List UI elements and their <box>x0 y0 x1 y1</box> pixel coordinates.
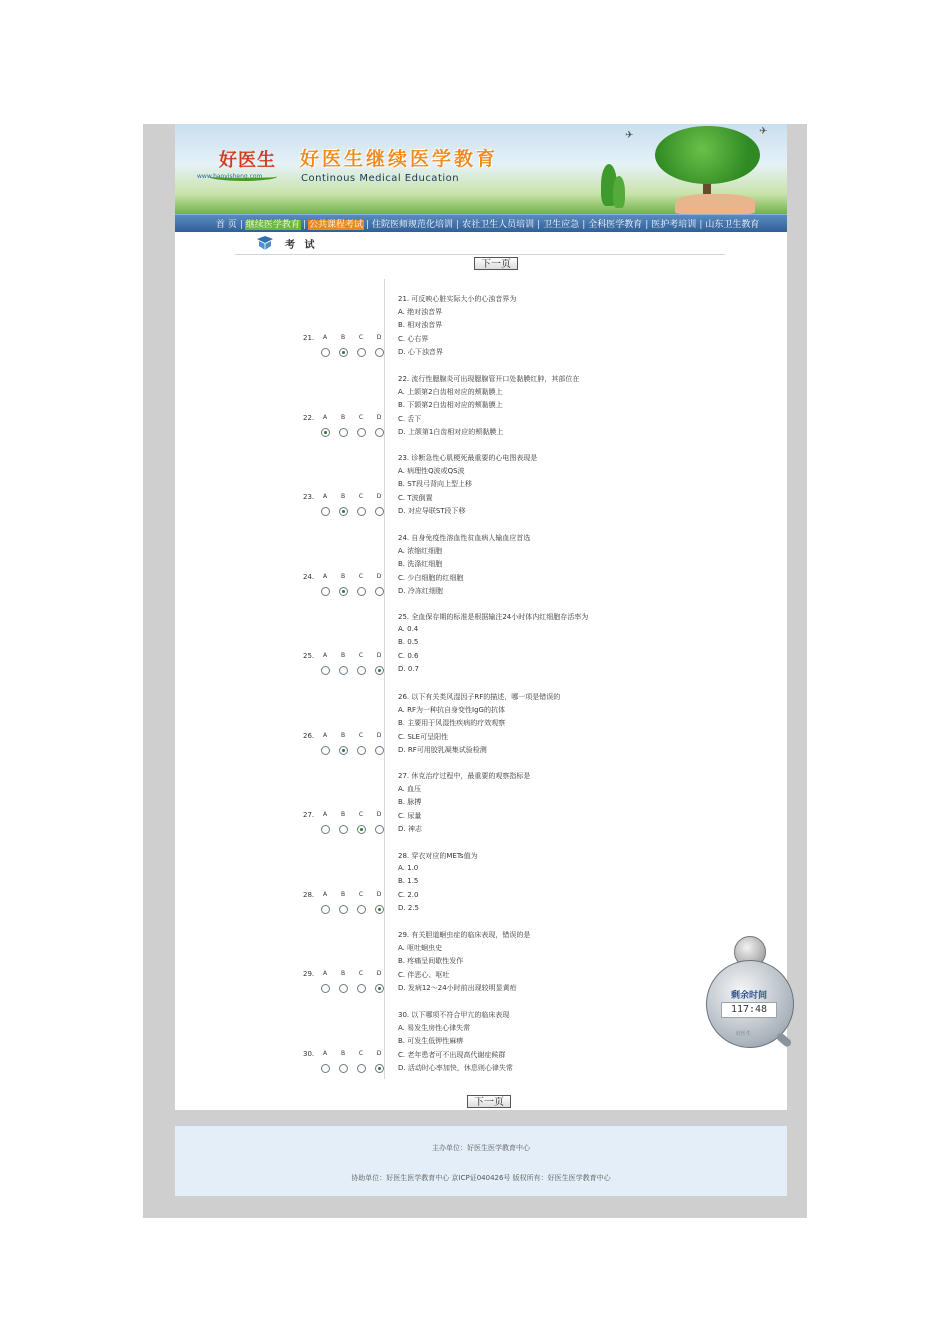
option-letter: C <box>358 811 364 818</box>
option-letter: D <box>376 334 382 341</box>
question-number: 29. <box>303 970 315 978</box>
option-text: D. 上颌第1白齿相对应的颊黏膜上 <box>398 427 504 436</box>
option-text: C. 尿量 <box>398 811 422 820</box>
question-stem: 26. 以下有关类风湿因子RF的描述，哪一项是错误的 <box>398 693 561 701</box>
answer-radio-b[interactable] <box>339 746 348 755</box>
question-stem: 23. 诊断急性心肌梗死最重要的心电图表现是 <box>398 454 538 462</box>
exam-title: 考 试 <box>285 240 318 251</box>
option-text: B. 0.5 <box>398 638 419 647</box>
answer-radio-c[interactable] <box>357 984 366 993</box>
answer-radio-a[interactable] <box>321 1064 330 1073</box>
question-item <box>175 1010 787 1090</box>
option-letter: B <box>340 732 346 739</box>
option-text: D. 活动时心率加快，休息则心律失常 <box>398 1063 513 1072</box>
answer-radio-b[interactable] <box>339 348 348 357</box>
answer-radio-d[interactable] <box>375 984 384 993</box>
option-text: D. RF可用胶乳凝集试验检测 <box>398 745 487 754</box>
answer-radio-b[interactable] <box>339 428 348 437</box>
answer-radio-c[interactable] <box>357 507 366 516</box>
option-letter: D <box>376 970 382 977</box>
answer-radio-b[interactable] <box>339 587 348 596</box>
question-stem: 25. 全血保存期的标准是根据输注24小时体内红细胞存活率为 <box>398 613 589 621</box>
option-letter: D <box>376 493 382 500</box>
option-letter: A <box>322 970 328 977</box>
brand-subtitle: Continous Medical Education <box>301 173 460 184</box>
answer-radio-c[interactable] <box>357 348 366 357</box>
question-stem: 22. 流行性腮腺炎可出现腮腺管开口处黏膜红肿，其部位在 <box>398 375 580 383</box>
logo-url: www.haoyisheng.com <box>197 173 263 180</box>
countdown-timer[interactable] <box>706 936 796 1054</box>
option-text: C. 2.0 <box>398 890 419 899</box>
option-text: C. 0.6 <box>398 651 419 660</box>
answer-radio-b[interactable] <box>339 905 348 914</box>
option-text: C. SLE可呈阳性 <box>398 732 449 741</box>
question-number: 22. <box>303 414 315 422</box>
nav-separator: | <box>239 220 243 230</box>
option-text: A. 血压 <box>398 785 422 793</box>
answer-radio-d[interactable] <box>375 666 384 675</box>
cypress-tree-icon <box>613 176 625 208</box>
nav-separator: | <box>537 220 541 230</box>
option-letter: C <box>358 891 364 898</box>
nav-separator: | <box>366 220 370 230</box>
footer-assist: 协助单位：好医生医学教育中心 京ICP证040426号 版权所有：好医生医学教育中心 <box>351 1174 611 1182</box>
option-text: D. 神志 <box>398 824 422 833</box>
nav-separator: | <box>456 220 460 230</box>
option-letter: C <box>358 1050 364 1057</box>
option-text: A. RF为一种抗自身变性IgG的抗体 <box>398 706 505 714</box>
question-item <box>175 612 787 692</box>
option-text: C. T波倒置 <box>398 493 433 502</box>
nav-item[interactable]: 全科医学教育 <box>588 220 643 230</box>
nav-list <box>215 217 760 230</box>
bird-icon: ✈ <box>625 130 634 141</box>
answer-radio-d[interactable] <box>375 507 384 516</box>
logo-text: 好医生 <box>219 150 276 171</box>
option-letter: B <box>340 652 346 659</box>
answer-radio-a[interactable] <box>321 587 330 596</box>
header-banner <box>175 124 787 214</box>
answer-radio-a[interactable] <box>321 746 330 755</box>
answer-radio-a[interactable] <box>321 348 330 357</box>
nav-item[interactable]: 公共课程考试 <box>308 220 363 230</box>
option-text: B. 1.5 <box>398 877 419 886</box>
question-item <box>175 851 787 931</box>
option-letter: C <box>358 652 364 659</box>
bird-icon: ✈ <box>759 126 768 137</box>
brand-title: 好医生继续医学教育 <box>300 148 499 170</box>
option-text: D. 对应导联ST段下移 <box>398 506 466 515</box>
answer-radio-d[interactable] <box>375 746 384 755</box>
answer-radio-c[interactable] <box>357 746 366 755</box>
main-page <box>175 124 787 1110</box>
tree-crown-icon <box>655 126 760 184</box>
answer-radio-a[interactable] <box>321 666 330 675</box>
option-letter: D <box>376 732 382 739</box>
option-text: C. 少白细胞的红细胞 <box>398 573 464 582</box>
option-text: D. 心下浊音界 <box>398 347 443 356</box>
option-letter: B <box>340 414 346 421</box>
option-letter: D <box>376 652 382 659</box>
question-item <box>175 453 787 533</box>
option-text: A. 呕吐蛔虫史 <box>398 944 443 952</box>
option-letter: D <box>376 1050 382 1057</box>
nav-separator: | <box>645 220 649 230</box>
question-stem: 21. 可反映心脏实际大小的心浊音界为 <box>398 295 517 303</box>
option-letter: B <box>340 1050 346 1057</box>
question-item <box>175 930 787 1010</box>
question-number: 28. <box>303 891 315 899</box>
question-item <box>175 294 787 374</box>
question-number: 24. <box>303 573 315 581</box>
footer <box>175 1126 787 1196</box>
option-letter: C <box>358 414 364 421</box>
option-letter: B <box>340 811 346 818</box>
nav-item[interactable]: 卫生应急 <box>543 220 580 230</box>
answer-radio-c[interactable] <box>357 905 366 914</box>
nav-item[interactable]: 农社卫生人员培训 <box>462 220 535 230</box>
option-text: A. 0.4 <box>398 625 419 633</box>
option-letter: A <box>322 573 328 580</box>
option-letter: A <box>322 1050 328 1057</box>
nav-separator: | <box>582 220 586 230</box>
question-item <box>175 692 787 772</box>
stopwatch-handle-icon <box>775 1032 792 1048</box>
answer-radio-b[interactable] <box>339 984 348 993</box>
question-stem: 30. 以下哪项不符合甲亢的临床表现 <box>398 1011 510 1019</box>
answer-radio-c[interactable] <box>357 428 366 437</box>
question-number: 23. <box>303 493 315 501</box>
option-text: A. 绝对浊音界 <box>398 308 443 316</box>
question-number: 30. <box>303 1050 315 1058</box>
option-letter: A <box>322 652 328 659</box>
option-letter: D <box>376 891 382 898</box>
next-page-button-bottom[interactable]: 下一页 <box>467 1095 511 1108</box>
option-letter: A <box>322 891 328 898</box>
hand-icon <box>675 194 755 214</box>
option-letter: A <box>322 811 328 818</box>
answer-radio-d[interactable] <box>375 587 384 596</box>
answer-radio-d[interactable] <box>375 1064 384 1073</box>
option-letter: D <box>376 811 382 818</box>
question-stem: 27. 休克治疗过程中，最重要的观察指标是 <box>398 772 531 780</box>
option-letter: B <box>340 493 346 500</box>
option-letter: D <box>376 573 382 580</box>
answer-radio-d[interactable] <box>375 905 384 914</box>
nav-item[interactable]: 首 页 <box>216 220 237 230</box>
option-text: B. 可发生低钾性麻痹 <box>398 1037 464 1046</box>
option-text: A. 1.0 <box>398 864 419 872</box>
answer-radio-b[interactable] <box>339 507 348 516</box>
answer-radio-a[interactable] <box>321 507 330 516</box>
answer-radio-d[interactable] <box>375 825 384 834</box>
option-text: B. 相对浊音界 <box>398 321 443 330</box>
timer-value: 117:48 <box>721 1002 777 1018</box>
option-letter: C <box>358 573 364 580</box>
option-letter: B <box>340 573 346 580</box>
answer-radio-d[interactable] <box>375 428 384 437</box>
answer-radio-a[interactable] <box>321 428 330 437</box>
option-text: D. 0.7 <box>398 664 419 673</box>
answer-radio-c[interactable] <box>357 587 366 596</box>
question-number: 21. <box>303 334 315 342</box>
option-text: B. 下颌第2白齿相对应的颊黏膜上 <box>398 401 503 410</box>
option-text: B. 疼痛呈间歇性发作 <box>398 957 464 966</box>
option-text: B. 脉搏 <box>398 798 422 807</box>
question-stem: 28. 穿衣对应的METs值为 <box>398 852 478 860</box>
option-text: C. 心右界 <box>398 334 429 343</box>
option-text: D. 2.5 <box>398 903 419 912</box>
option-letter: B <box>340 891 346 898</box>
option-letter: A <box>322 493 328 500</box>
answer-radio-a[interactable] <box>321 984 330 993</box>
question-number: 26. <box>303 732 315 740</box>
answer-radio-b[interactable] <box>339 666 348 675</box>
option-letter: C <box>358 493 364 500</box>
option-letter: A <box>322 732 328 739</box>
option-text: C. 老年患者可不出现高代谢症候群 <box>398 1050 506 1059</box>
question-stem: 29. 有关胆道蛔虫症的临床表现，错误的是 <box>398 931 531 939</box>
question-stem: 24. 自身免疫性溶血性贫血病人输血应首选 <box>398 534 531 542</box>
top-nav <box>175 214 787 232</box>
option-letter: A <box>322 334 328 341</box>
option-text: A. 上颌第2白齿相对应的颊黏膜上 <box>398 388 503 396</box>
answer-radio-b[interactable] <box>339 1064 348 1073</box>
option-text: A. 病理性Q波或QS波 <box>398 467 465 475</box>
option-letter: C <box>358 334 364 341</box>
option-text: D. 发病12～24小时前出现较明显黄疸 <box>398 983 517 992</box>
option-text: B. 主要用于风湿性疾病的疗效观察 <box>398 719 506 728</box>
footer-host: 主办单位：好医生医学教育中心 <box>432 1144 530 1152</box>
nav-item[interactable]: 继续医学教育 <box>245 220 300 230</box>
option-text: D. 冷冻红细胞 <box>398 586 443 595</box>
answer-radio-c[interactable] <box>357 666 366 675</box>
option-letter: A <box>322 414 328 421</box>
option-letter: C <box>358 970 364 977</box>
site-logo[interactable] <box>209 146 279 176</box>
answer-radio-d[interactable] <box>375 348 384 357</box>
option-text: B. 洗涤红细胞 <box>398 560 443 569</box>
book-icon <box>255 234 275 252</box>
option-letter: D <box>376 414 382 421</box>
nav-item[interactable]: 医护考培训 <box>651 220 697 230</box>
exam-header <box>235 234 725 255</box>
nav-item[interactable]: 山东卫生教育 <box>705 220 760 230</box>
option-text: B. ST段弓背向上型上移 <box>398 480 472 489</box>
question-item <box>175 533 787 613</box>
timer-brand: 好医生 <box>736 1031 752 1037</box>
answer-radio-a[interactable] <box>321 905 330 914</box>
answer-radio-c[interactable] <box>357 1064 366 1073</box>
option-letter: B <box>340 970 346 977</box>
question-item <box>175 374 787 454</box>
question-item <box>175 771 787 851</box>
option-text: C. 舌下 <box>398 414 422 423</box>
option-text: A. 易发生房性心律失常 <box>398 1024 471 1032</box>
option-letter: B <box>340 334 346 341</box>
timer-label: 剩余时间 <box>730 991 767 1001</box>
next-page-button-top[interactable]: 下一页 <box>474 257 518 270</box>
option-text: A. 浓缩红细胞 <box>398 547 443 555</box>
question-number: 27. <box>303 811 315 819</box>
option-text: C. 伴恶心、呕吐 <box>398 970 450 979</box>
answer-radio-b[interactable] <box>339 825 348 834</box>
nav-item[interactable]: 住院医师规范化培训 <box>372 220 454 230</box>
option-letter: C <box>358 732 364 739</box>
answer-radio-a[interactable] <box>321 825 330 834</box>
question-number: 25. <box>303 652 315 660</box>
answer-radio-c[interactable] <box>357 825 366 834</box>
nav-separator: | <box>302 220 306 230</box>
nav-separator: | <box>699 220 703 230</box>
